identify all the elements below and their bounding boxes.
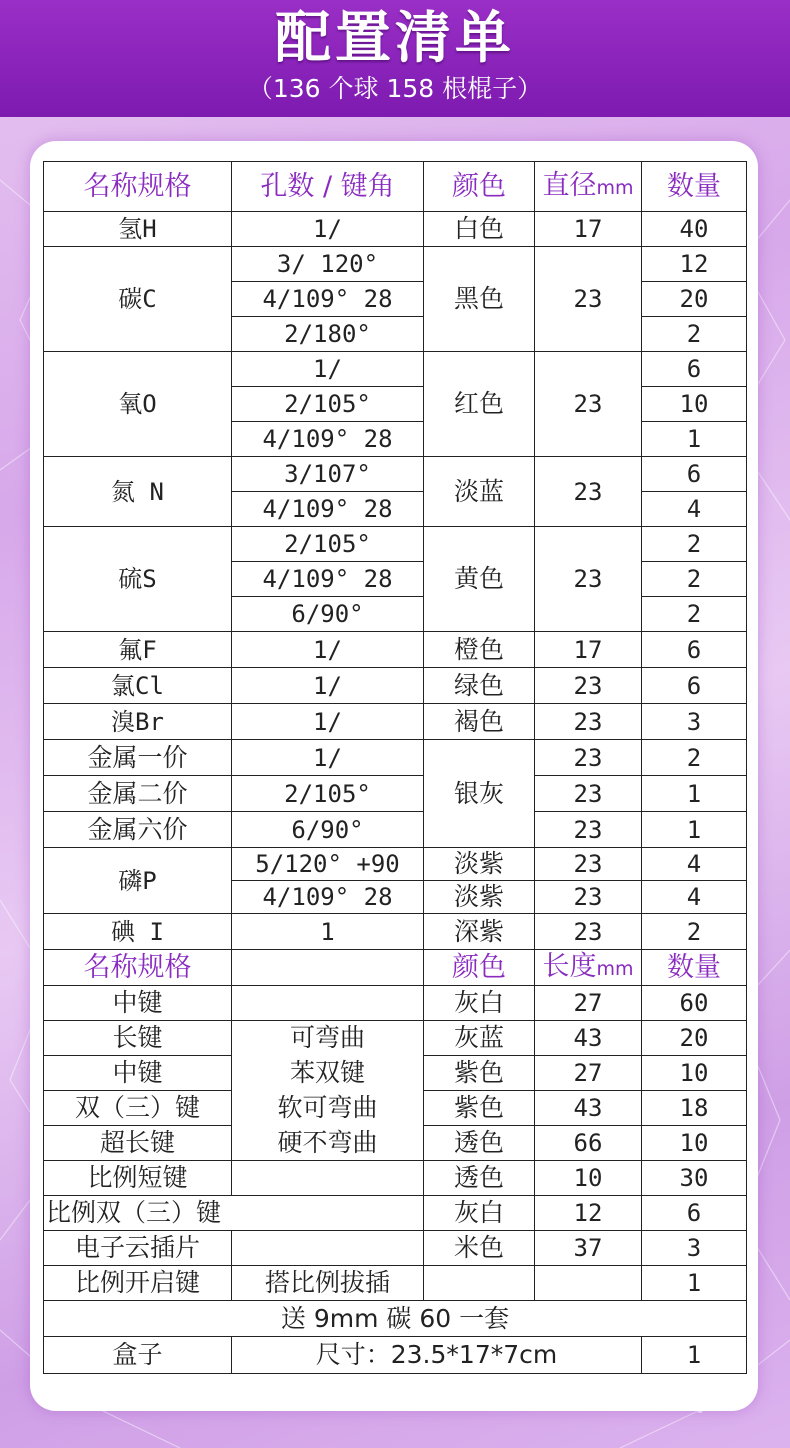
element-name: 氧O — [44, 352, 232, 457]
col-header-color: 颜色 — [424, 162, 535, 212]
qty-cell: 6 — [642, 457, 747, 492]
qty-cell: 4 — [642, 848, 747, 881]
hole-spec: 1/ — [232, 212, 424, 247]
diameter-cell: 23 — [535, 914, 642, 950]
element-name: 碳C — [44, 247, 232, 352]
color-cell: 褐色 — [424, 704, 535, 740]
hole-spec: 3/ 120° — [232, 247, 424, 282]
hole-spec: 4/109° 28 — [232, 422, 424, 457]
diameter-cell: 23 — [535, 881, 642, 914]
page-subtitle: （136 个球 158 根棍子） — [247, 74, 543, 103]
element-name: 硫S — [44, 527, 232, 632]
box-qty: 1 — [642, 1337, 747, 1374]
color-cell: 透色 — [424, 1126, 535, 1161]
table-row — [44, 776, 747, 812]
hole-spec: 2/105° — [232, 776, 424, 812]
color-cell — [424, 1266, 535, 1301]
gift-row — [44, 1301, 747, 1337]
hole-spec: 2/180° — [232, 317, 424, 352]
color-cell: 紫色 — [424, 1056, 535, 1091]
bond-name: 比例双（三）键 — [44, 1196, 424, 1231]
bonds-header-row — [44, 950, 747, 986]
color-cell: 橙色 — [424, 632, 535, 668]
qty-cell: 20 — [642, 282, 747, 317]
qty-cell: 12 — [642, 247, 747, 282]
bond-name: 双（三）键 — [44, 1091, 232, 1126]
qty-cell: 10 — [642, 1056, 747, 1091]
config-card — [30, 141, 758, 1411]
length-cell: 43 — [535, 1021, 642, 1056]
color-cell: 红色 — [424, 352, 535, 457]
col-header-name: 名称规格 — [44, 162, 232, 212]
bond-note: 苯双键 — [232, 1056, 424, 1091]
qty-cell: 4 — [642, 492, 747, 527]
color-cell: 白色 — [424, 212, 535, 247]
table-row — [44, 457, 747, 492]
qty-cell: 2 — [642, 597, 747, 632]
color-cell: 深紫 — [424, 914, 535, 950]
length-cell: 27 — [535, 1056, 642, 1091]
qty-cell: 18 — [642, 1091, 747, 1126]
qty-cell: 1 — [642, 1266, 747, 1301]
hole-spec: 1/ — [232, 704, 424, 740]
color-cell: 灰白 — [424, 986, 535, 1021]
bond-note: 可弯曲 — [232, 1021, 424, 1056]
table-row — [44, 812, 747, 848]
diameter-cell: 23 — [535, 247, 642, 352]
bond-note — [232, 1231, 424, 1266]
length-cell: 66 — [535, 1126, 642, 1161]
diameter-cell: 23 — [535, 527, 642, 632]
bond-name: 中键 — [44, 1056, 232, 1091]
qty-cell: 2 — [642, 527, 747, 562]
table-row — [44, 740, 747, 776]
hole-spec: 1/ — [232, 352, 424, 387]
table-row — [44, 212, 747, 247]
diameter-cell: 23 — [535, 668, 642, 704]
color-cell: 绿色 — [424, 668, 535, 704]
table-row — [44, 1196, 747, 1231]
qty-cell: 6 — [642, 668, 747, 704]
hole-spec: 6/90° — [232, 597, 424, 632]
hole-spec: 1 — [232, 914, 424, 950]
color-cell: 淡蓝 — [424, 457, 535, 527]
box-size: 尺寸：23.5*17*7cm — [232, 1337, 642, 1374]
hole-spec: 4/109° 28 — [232, 562, 424, 597]
table-row — [44, 704, 747, 740]
table-row — [44, 668, 747, 704]
element-name: 溴Br — [44, 704, 232, 740]
qty-cell: 1 — [642, 776, 747, 812]
color-cell: 黄色 — [424, 527, 535, 632]
hole-spec: 4/109° 28 — [232, 492, 424, 527]
table-row — [44, 1056, 747, 1091]
table-row — [44, 527, 747, 562]
hole-spec: 2/105° — [232, 387, 424, 422]
length-cell: 10 — [535, 1161, 642, 1196]
col-header-length: 长度mm — [535, 950, 642, 986]
bond-name: 超长键 — [44, 1126, 232, 1161]
table-row — [44, 1161, 747, 1196]
col-header-color: 颜色 — [424, 950, 535, 986]
element-name: 氟F — [44, 632, 232, 668]
qty-cell: 30 — [642, 1161, 747, 1196]
color-cell: 黑色 — [424, 247, 535, 352]
hole-spec: 4/109° 28 — [232, 881, 424, 914]
table-row — [44, 1266, 747, 1301]
config-table — [43, 161, 747, 1374]
table-row — [44, 352, 747, 387]
diameter-cell: 17 — [535, 632, 642, 668]
color-cell: 透色 — [424, 1161, 535, 1196]
table-row — [44, 632, 747, 668]
color-cell: 淡紫 — [424, 881, 535, 914]
element-name: 金属一价 — [44, 740, 232, 776]
col-header-name: 名称规格 — [44, 950, 232, 986]
element-name: 金属六价 — [44, 812, 232, 848]
color-cell: 灰蓝 — [424, 1021, 535, 1056]
table-row — [44, 1091, 747, 1126]
hole-spec: 2/105° — [232, 527, 424, 562]
qty-cell: 2 — [642, 914, 747, 950]
element-name: 磷P — [44, 848, 232, 914]
qty-cell: 20 — [642, 1021, 747, 1056]
element-name: 氮 N — [44, 457, 232, 527]
qty-cell: 1 — [642, 422, 747, 457]
table-row — [44, 1021, 747, 1056]
page-title: 配置清单 — [275, 6, 515, 71]
hole-spec: 1/ — [232, 632, 424, 668]
color-cell: 灰白 — [424, 1196, 535, 1231]
qty-cell: 6 — [642, 352, 747, 387]
length-cell — [535, 1266, 642, 1301]
bond-note — [232, 1161, 424, 1196]
col-header-diameter: 直径mm — [535, 162, 642, 212]
hole-spec: 1/ — [232, 740, 424, 776]
element-name: 碘 I — [44, 914, 232, 950]
bond-name: 电子云插片 — [44, 1231, 232, 1266]
col-header-note — [232, 950, 424, 986]
qty-cell: 10 — [642, 1126, 747, 1161]
qty-cell: 6 — [642, 1196, 747, 1231]
qty-cell: 2 — [642, 317, 747, 352]
length-cell: 43 — [535, 1091, 642, 1126]
table-row — [44, 986, 747, 1021]
bond-name: 中键 — [44, 986, 232, 1021]
element-name: 氯Cl — [44, 668, 232, 704]
diameter-cell: 17 — [535, 212, 642, 247]
qty-cell: 4 — [642, 881, 747, 914]
box-name: 盒子 — [44, 1337, 232, 1374]
diameter-cell: 23 — [535, 776, 642, 812]
hole-spec: 4/109° 28 — [232, 282, 424, 317]
bond-note: 软可弯曲 — [232, 1091, 424, 1126]
element-name: 氢H — [44, 212, 232, 247]
qty-cell: 40 — [642, 212, 747, 247]
qty-cell: 6 — [642, 632, 747, 668]
bond-name: 比例短键 — [44, 1161, 232, 1196]
table-row — [44, 848, 747, 881]
col-header-holes: 孔数 / 键角 — [232, 162, 424, 212]
hole-spec: 1/ — [232, 668, 424, 704]
bond-name: 比例开启键 — [44, 1266, 232, 1301]
qty-cell: 1 — [642, 812, 747, 848]
qty-cell: 3 — [642, 704, 747, 740]
hole-spec: 6/90° — [232, 812, 424, 848]
diameter-cell: 23 — [535, 740, 642, 776]
color-cell: 银灰 — [424, 740, 535, 848]
bond-name: 长键 — [44, 1021, 232, 1056]
color-cell: 紫色 — [424, 1091, 535, 1126]
box-row — [44, 1337, 747, 1374]
element-name: 金属二价 — [44, 776, 232, 812]
bond-note: 硬不弯曲 — [232, 1126, 424, 1161]
length-cell: 37 — [535, 1231, 642, 1266]
table-row — [44, 1231, 747, 1266]
col-header-qty: 数量 — [642, 162, 747, 212]
table-row — [44, 247, 747, 282]
length-cell: 12 — [535, 1196, 642, 1231]
qty-cell: 2 — [642, 740, 747, 776]
qty-cell: 10 — [642, 387, 747, 422]
diameter-cell: 23 — [535, 848, 642, 881]
diameter-cell: 23 — [535, 457, 642, 527]
gift-text: 送 9mm 碳 60 一套 — [44, 1301, 747, 1337]
qty-cell: 3 — [642, 1231, 747, 1266]
col-header-qty: 数量 — [642, 950, 747, 986]
length-cell: 27 — [535, 986, 642, 1021]
diameter-cell: 23 — [535, 812, 642, 848]
bond-note: 搭比例拔插 — [232, 1266, 424, 1301]
qty-cell: 2 — [642, 562, 747, 597]
bond-note — [232, 986, 424, 1021]
hole-spec: 5/120° +90 — [232, 848, 424, 881]
table-row — [44, 1126, 747, 1161]
table-row — [44, 914, 747, 950]
color-cell: 淡紫 — [424, 848, 535, 881]
balls-header-row — [44, 162, 747, 212]
color-cell: 米色 — [424, 1231, 535, 1266]
diameter-cell: 23 — [535, 352, 642, 457]
header-banner — [0, 0, 790, 117]
qty-cell: 60 — [642, 986, 747, 1021]
diameter-cell: 23 — [535, 704, 642, 740]
hole-spec: 3/107° — [232, 457, 424, 492]
